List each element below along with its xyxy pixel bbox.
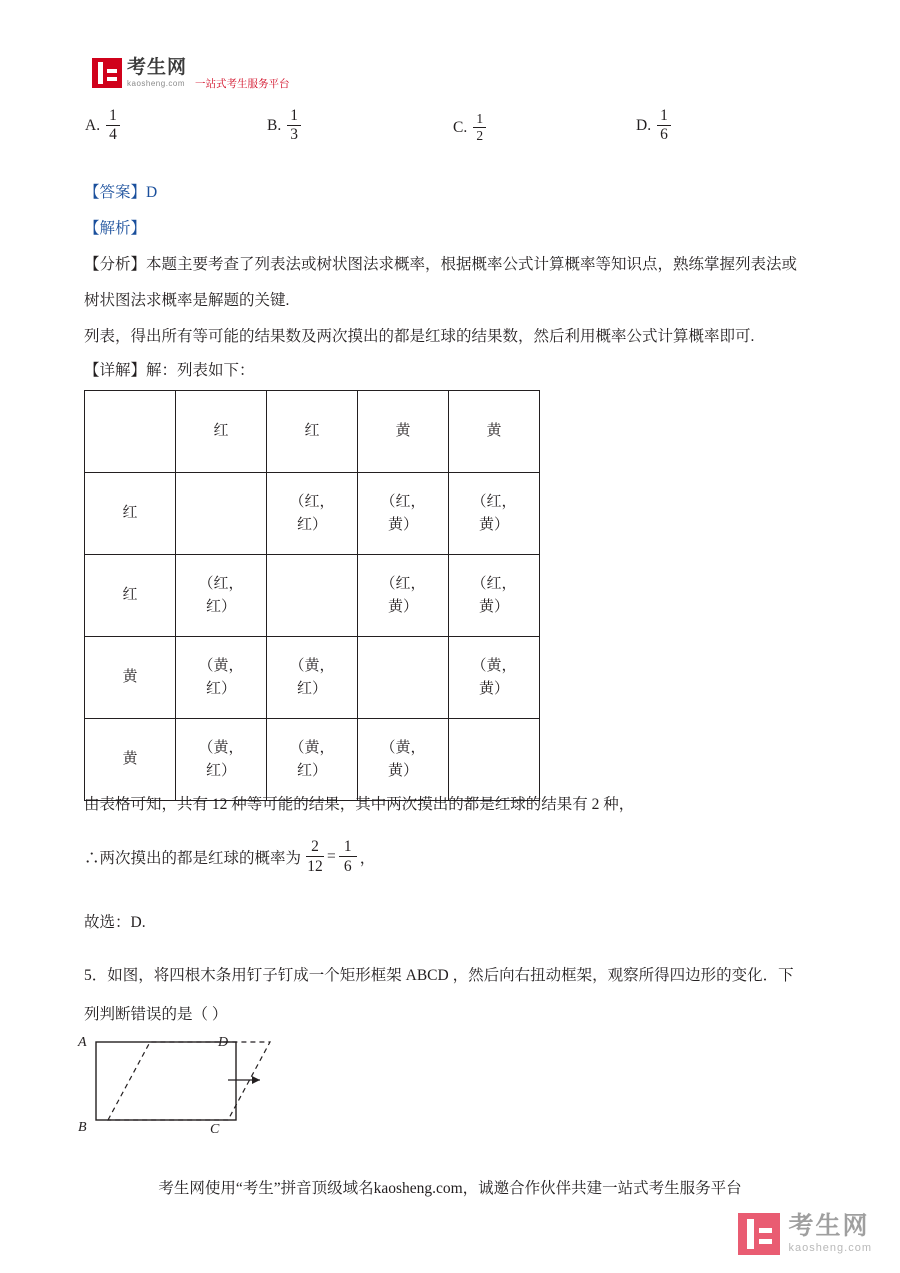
answer-options <box>85 100 815 146</box>
table-cell: （红， 黄） <box>358 555 449 637</box>
table-row-head: 红 <box>85 555 176 637</box>
table-cell: （黄， 红） <box>267 637 358 719</box>
option-a-denominator: 4 <box>109 126 117 144</box>
footer-logo-text <box>788 1214 872 1254</box>
table-header-3: 黄 <box>358 391 449 473</box>
footer-logo-subtitle: kaosheng.com <box>788 1242 872 1254</box>
table-row-head: 红 <box>85 473 176 555</box>
option-b <box>267 108 301 144</box>
table-cell: （红， 黄） <box>358 473 449 555</box>
equation-tail: ， <box>359 849 376 867</box>
option-b-numerator: 1 <box>290 107 298 124</box>
answer-line: 【答案】D <box>84 184 158 201</box>
equation-lead-text: ∴两次摸出的都是红球的概率为 <box>84 849 302 867</box>
footer-promo-text: 考生网使用“考生”拼音顶级域名kaosheng.com，诚邀合作伙伴共建一站式考生服务平台 <box>158 1180 742 1197</box>
option-c-label: C. <box>453 118 468 136</box>
footer-logo <box>738 1213 872 1255</box>
question5-line-2: 列判断错误的是（ ） <box>84 1006 228 1023</box>
site-logo <box>92 58 290 91</box>
option-d-label: D. <box>636 116 652 134</box>
analysis-label: 【解析】 <box>84 220 147 237</box>
option-c-fraction <box>473 112 486 143</box>
option-d <box>636 108 671 144</box>
analysis-line-2: 树状图法求概率是解题的关键. <box>84 292 290 309</box>
figure-label-c: C <box>210 1122 220 1137</box>
analysis-line-4: 【详解】解：列表如下： <box>84 362 255 379</box>
table-cell: （黄， 黄） <box>449 637 540 719</box>
equation-fraction-right <box>339 838 357 875</box>
table-cell <box>358 637 449 719</box>
analysis-line-3: 列表，得出所有等可能的结果数及两次摸出的都是红球的结果数，然后利用概率公式计算概率即可. <box>84 328 755 345</box>
table-header-1: 红 <box>176 391 267 473</box>
conclusion-line-3: 故选：D. <box>84 914 146 931</box>
footer-logo-mark-icon <box>738 1213 780 1255</box>
figure-label-a: A <box>78 1035 87 1050</box>
table-row <box>85 719 540 801</box>
equation-bar-left <box>306 856 324 857</box>
equation-fraction-left <box>306 838 324 875</box>
equation-numerator-left: 2 <box>311 838 319 855</box>
option-d-denominator: 6 <box>660 126 668 144</box>
table-row-head: 黄 <box>85 719 176 801</box>
table-cell <box>449 719 540 801</box>
logo-title: 考生网 <box>127 57 188 78</box>
footer-logo-title: 考生网 <box>788 1212 870 1240</box>
table-cell <box>176 473 267 555</box>
equation-denominator-left: 12 <box>307 858 323 876</box>
table-row-header <box>85 391 540 473</box>
probability-equation <box>84 838 375 875</box>
table-cell: （红， 黄） <box>449 555 540 637</box>
table-cell: （黄， 红） <box>267 719 358 801</box>
table-row <box>85 637 540 719</box>
option-a-label: A. <box>85 116 101 134</box>
table-row-head: 黄 <box>85 637 176 719</box>
table-cell: （红， 黄） <box>449 473 540 555</box>
option-a-numerator: 1 <box>109 107 117 124</box>
option-a <box>85 108 120 144</box>
logo-text <box>127 58 187 88</box>
equation-numerator-right: 1 <box>343 838 352 855</box>
figure-label-b: B <box>78 1120 87 1135</box>
table-row <box>85 473 540 555</box>
table-header-4: 黄 <box>449 391 540 473</box>
question5-figure <box>78 1032 288 1142</box>
option-c-denominator: 2 <box>476 128 484 144</box>
equation-denominator-right: 6 <box>343 858 352 876</box>
logo-mark-icon <box>92 58 122 88</box>
table-cell <box>267 555 358 637</box>
table-cell: （黄， 红） <box>176 719 267 801</box>
option-c <box>453 112 486 143</box>
question5-line-1: 5．如图，将四根木条用钉子钉成一个矩形框架 ABCD ，然后向右扭动框架，观察所得四边形的变化．下 <box>84 967 794 984</box>
option-d-fraction <box>657 108 671 144</box>
table-header-2: 红 <box>267 391 358 473</box>
outcomes-table <box>84 390 540 801</box>
equation-bar-right <box>339 856 357 857</box>
figure-label-d: D <box>218 1035 229 1050</box>
option-d-numerator: 1 <box>660 107 668 124</box>
table-cell: （红， 红） <box>267 473 358 555</box>
table-cell: （黄， 红） <box>176 637 267 719</box>
table-row <box>85 555 540 637</box>
option-b-denominator: 3 <box>290 126 298 144</box>
logo-tagline: 一站式考生服务平台 <box>195 78 290 90</box>
option-a-fraction <box>106 108 120 144</box>
option-b-fraction <box>287 108 301 144</box>
table-cell: （红， 红） <box>176 555 267 637</box>
equation-equals: = <box>327 847 336 865</box>
rectangle-frame-diagram <box>78 1032 288 1142</box>
conclusion-line-1: 由表格可知，共有 12 种等可能的结果，其中两次摸出的都是红球的结果有 2 种， <box>84 796 635 813</box>
option-b-label: B. <box>267 116 282 134</box>
table-cell: （黄， 黄） <box>358 719 449 801</box>
table-cell-corner <box>85 391 176 473</box>
option-c-numerator: 1 <box>476 111 484 126</box>
analysis-line-1: 【分析】本题主要考查了列表法或树状图法求概率，根据概率公式计算概率等知识点，熟练掌握列表法或 <box>84 256 798 273</box>
logo-subtitle: kaosheng.com <box>127 79 186 88</box>
